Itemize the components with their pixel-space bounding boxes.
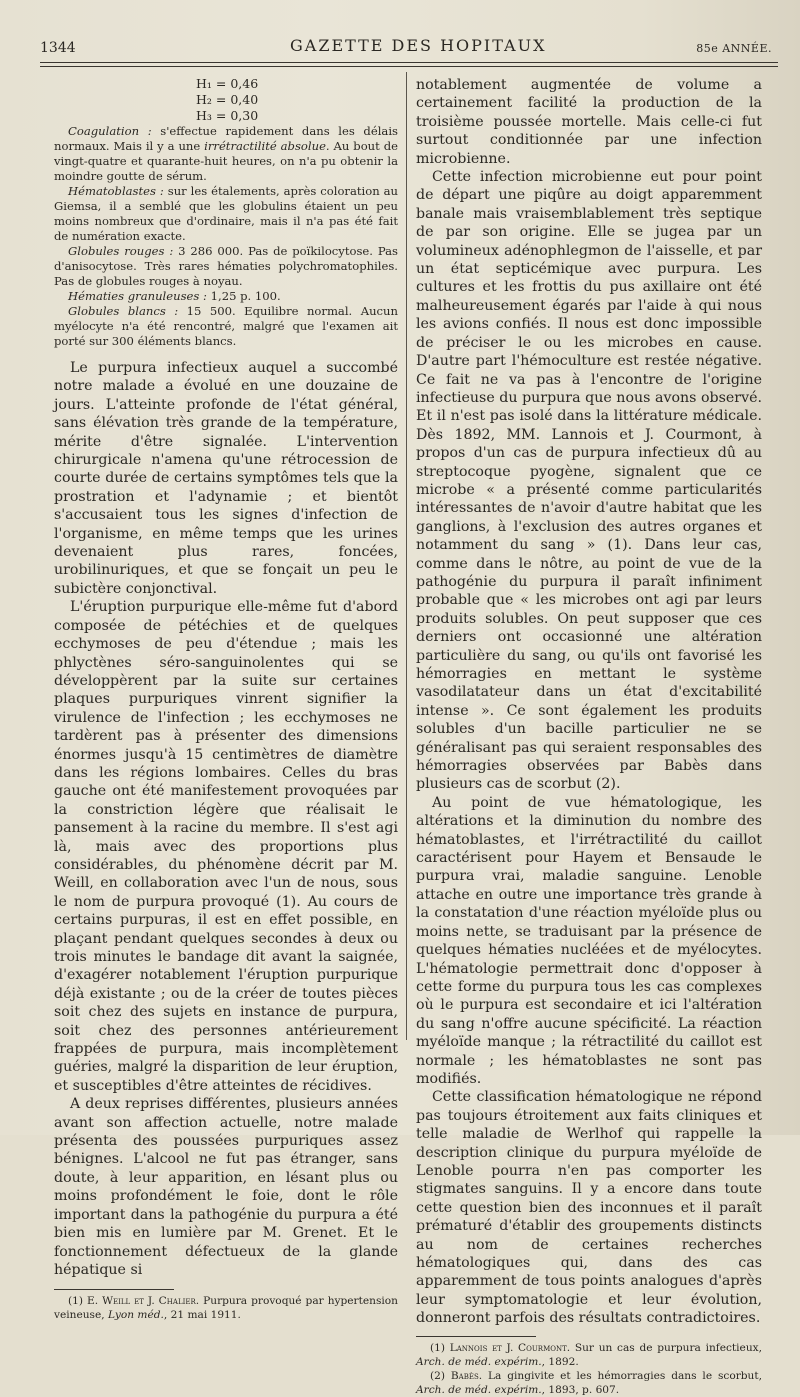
footnote-rule <box>54 1289 174 1290</box>
lab-hematies-granuleuses: Hématies granuleuses : 1,25 p. 100. <box>68 289 281 303</box>
header-rule-thick <box>40 62 778 63</box>
lab-results <box>54 124 398 349</box>
formula-line: H₂ = 0,40 <box>196 92 259 107</box>
lab-hematoblastes: Hématoblastes : sur les étalements, après coloration au Giemsa, il a semblé que les globulins étaient un peu moins nombreux que d'ordinaire, mais il n'a pas été fait de numération exacte. <box>54 184 399 243</box>
paragraph: Cette infection microbienne eut pour point de départ une piqûre au doigt apparemment banale mais vraisemblablement très septique de par son origine. Elle se jugea par un volumineux adénophlegmon de l'aisselle, et par un état septicémique avec purpura. Les cultures et les frottis du pus axillaire ont été malheureusement égarés par l'aide à qui nous les avions confiés. Il nous est donc impossible de préciser le ou les microbes en cause. D'autre part l'hémoculture est restée négative. Ce fait ne va pas à l'encontre de l'origine infectieuse du purpura que nous avons observé. Et il n'est pas isolé dans la littérature médicale. Dès 1892, MM. Lannois et J. Courmont, à propos d'un cas de purpura infectieux dû au streptocoque pyogène, signalent que ce microbe « a présenté comme particularités intéressantes de n'avoir d'autre habitat que les ganglions, à l'exclusion des autres organes et notamment du sang » (1). Dans leur cas, comme dans le nôtre, au point de vue de la pathogénie du purpura il paraît infiniment probable que « les microbes ont agi par leurs produits solubles. On peut supposer que ces derniers ont occasionné une altération particulière du sang, ou qu'ils ont favorisé les hémorragies en mettant le système vasodilatateur dans un état d'excitabilité intense ». Ce sont également les produits solubles d'un bacille particulier ne se généralisant pas qui seraient responsables des hémorragies observées par Babès dans plusieurs cas de scorbut (2). <box>416 169 762 793</box>
footnote: (1) Lannois et J. Courmont. Sur un cas de purpura infectieux, Arch. de méd. expérim., 1892. <box>416 1341 762 1368</box>
left-column <box>54 76 398 1322</box>
footnote: (2) Babès. La gingivite et les hémorragies dans le scorbut, Arch. de méd. expérim., 1893, p. 607. <box>416 1369 762 1396</box>
formula-line: H₃ = 0,30 <box>196 108 259 123</box>
lab-coagulation: Coagulation : s'effectue rapidement dans les délais normaux. Mais il y a une irrétractilité absolue. Au bout de vingt-quatre et quarante-huit heures, on n'a pu obtenir la moindre goutte de sérum. <box>54 124 399 183</box>
paragraph: A deux reprises différentes, plusieurs années avant son affection actuelle, notre malade présenta des poussées purpuriques assez bénignes. L'alcool ne fut pas étranger, sans doute, à leur apparition, en lésant plus ou moins profondément le foie, dont le rôle important dans la pathogénie du purpura a été bien mis en lumière par M. Grenet. Et le fonctionnement défectueux de la glande hépatique si <box>54 1096 398 1278</box>
left-footnotes <box>54 1294 398 1322</box>
page-header <box>40 36 790 58</box>
header-rule-thin <box>40 66 778 67</box>
footnote-rule <box>416 1336 536 1337</box>
lab-globules-rouges: Globules rouges : 3 286 000. Pas de poïkilocytose. Pas d'anisocytose. Très rares hématies polychromatophiles. Pas de globules rouges à noyau. <box>54 244 398 288</box>
left-body <box>54 359 398 1279</box>
paragraph: Le purpura infectieux auquel a succombé notre malade a évolué en une douzaine de jours. L'atteinte profonde de l'état général, sans élévation très grande de la température, mérite d'être signalée. L'intervention chirurgicale n'amena qu'une rétrocession de courte durée de certains symptômes tels que la prostration et l'adynamie ; et bientôt s'accusaient tous les signes d'infection de l'organisme, en même temps que les urines devenaient plus rares, foncées, urobilinuriques, et que se fonçait un peu le subictère conjonctival. <box>54 360 398 597</box>
journal-title: GAZETTE DES HOPITAUX <box>290 36 547 55</box>
right-footnotes <box>416 1341 762 1397</box>
lab-globules-blancs: Globules blancs : 15 500. Equilibre normal. Aucun myélocyte n'a été rencontré, malgré que l'examen ait porté sur 300 éléments blancs. <box>54 304 398 348</box>
column-divider <box>406 72 407 1040</box>
right-body <box>416 76 762 1328</box>
right-column <box>416 76 762 1397</box>
journal-year: 85e ANNÉE. <box>696 42 772 55</box>
paragraph: Cette classification hématologique ne répond pas toujours étroitement aux faits cliniques et telle maladie de Werlhof qui rappelle la description clinique du purpura myéloïde de Lenoble pourra n'en pas comporter les stigmates sanguins. Il y a encore dans toute cette question bien des inconnues et il paraît prématuré d'établir des groupements distincts au nom de certaines recherches hématologiques qui, dans des cas apparemment de tous points analogues d'après leur symptomatologie et leur évolution, donneront parfois des résultats contradictoires. <box>416 1089 762 1327</box>
page-number: 1344 <box>40 40 76 56</box>
paragraph: Au point de vue hématologique, les altérations et la diminution du nombre des hématoblastes, et l'irrétractilité du caillot caractérisent pour Hayem et Bensaude le purpura vrai, maladie sanguine. Lenoble attache en outre une importance très grande à la constatation d'une réaction myéloïde plus ou moins nette, se traduisant par la présence de quelques hématies nucléées et de myélocytes. L'hématologie permettrait donc d'opposer à cette forme du purpura tous les cas complexes où le purpura est secondaire et ici l'altération du sang n'offre aucune spécificité. La réaction myéloïde manque ; la rétractilité du caillot est normale ; les hématoblastes ne sont pas modifiés. <box>416 794 762 1087</box>
footnote: (1) E. Weill et J. Chalier. Purpura provoqué par hypertension veineuse, Lyon méd., 21 mai 1911. <box>54 1295 398 1322</box>
hematoblast-formula <box>196 76 398 124</box>
paragraph: notablement augmentée de volume a certainement facilité la production de la troisième poussée mortelle. Mais celle-ci fut surtout conditionnée par une infection microbienne. <box>416 77 762 167</box>
paragraph: L'éruption purpurique elle-même fut d'abord composée de pétéchies et de quelques ecchymoses de peu d'étendue ; mais les phlyctènes séro-sanguinolentes qui se développèrent par la suite sur certaines plaques purpuriques vinrent signifier la virulence de l'infection ; les ecchymoses ne tardèrent pas à présenter des dimensions énormes jusqu'à 15 centimètres de diamètre dans les régions lombaires. Celles du bras gauche ont été manifestement provoquées par la constriction légère que réalisait le pansement à la racine du membre. Il s'est agi là, mais avec des proportions plus considérables, du phénomène décrit par M. Weill, en collaboration avec l'un de nous, sous le nom de purpura provoqué (1). Au cours de certains purpuras, il est en effet possible, en plaçant pendant quelques secondes à deux ou trois minutes le bandage dit avant la saignée, d'exagérer notablement l'éruption purpurique déjà existante ; ou de la créer de toutes pièces soit chez des sujets en instance de purpura, soit chez des personnes antérieurement frappées de purpura, mais incomplètement guéries, malgré la disparition de leur éruption, et susceptibles d'être atteintes de récidives. <box>54 599 398 1094</box>
formula-line: H₁ = 0,46 <box>196 76 259 91</box>
